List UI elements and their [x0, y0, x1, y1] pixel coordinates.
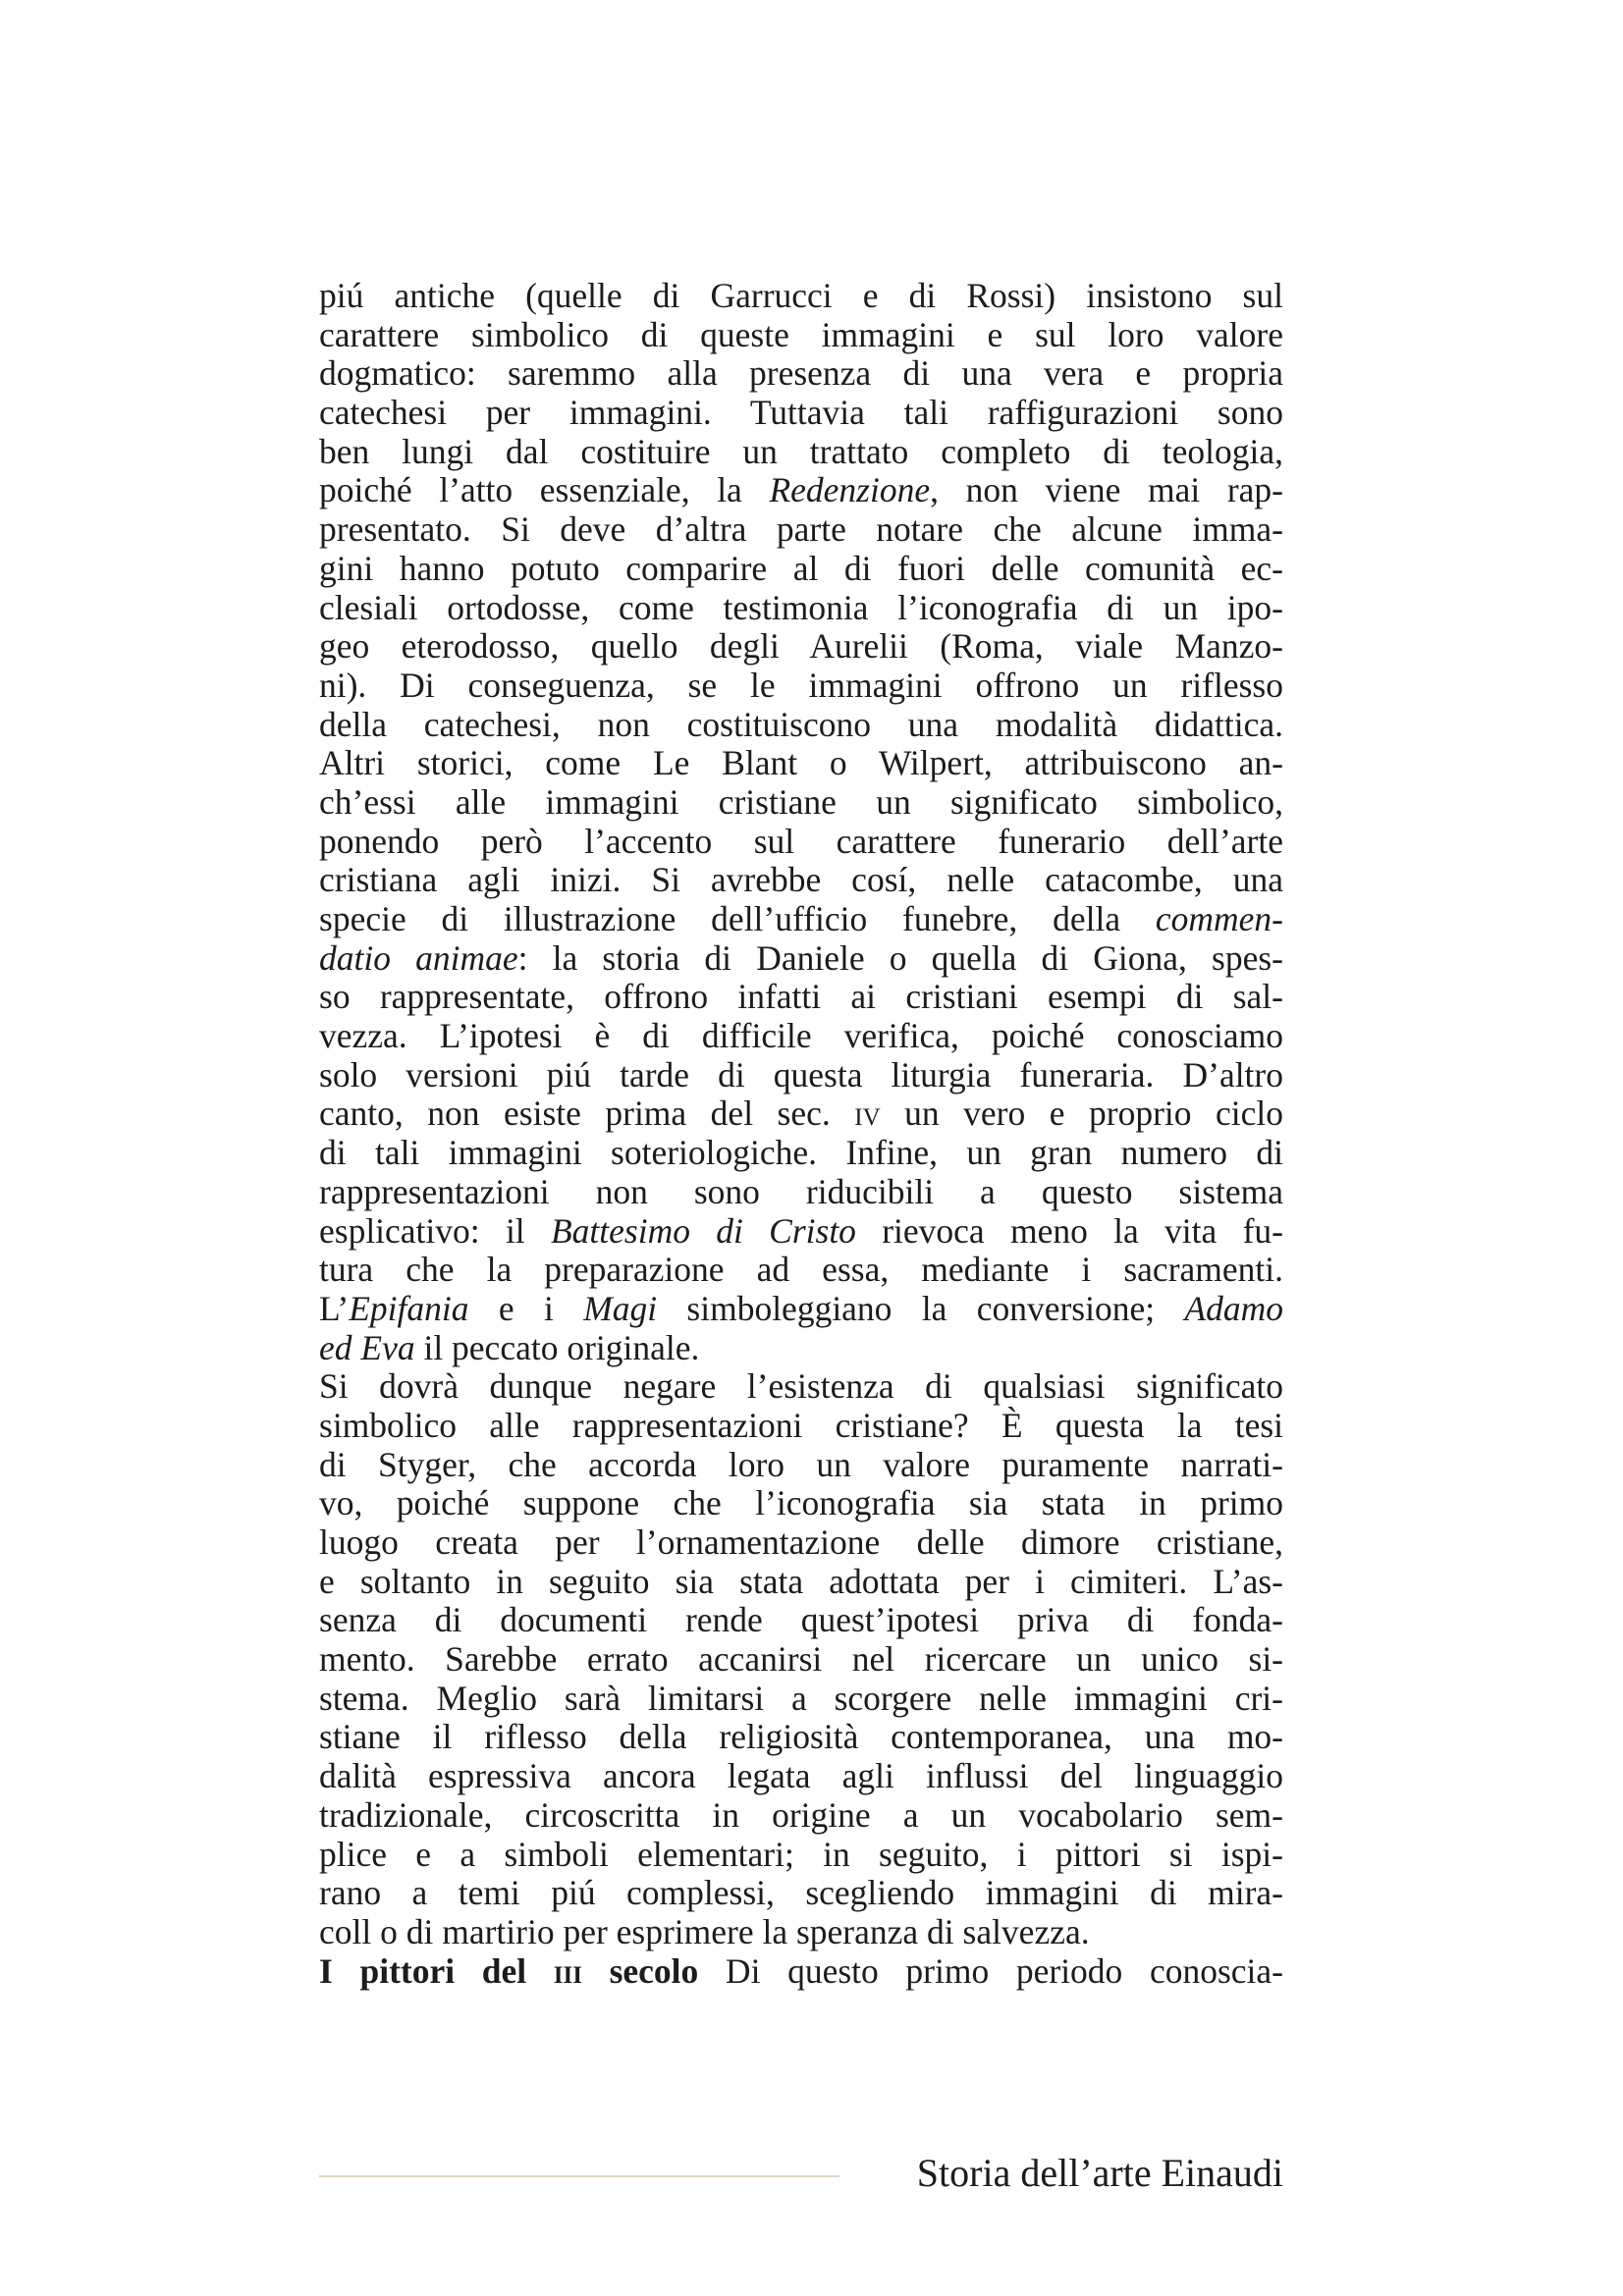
text-line [319, 1757, 1283, 1796]
text-line [319, 939, 1283, 979]
italic-term: datio animae [319, 937, 518, 978]
text-line [319, 1056, 1283, 1095]
text-line [319, 1017, 1283, 1056]
text-run: ni). Di conseguenza, se le immagini offrono un riflesso [319, 665, 1283, 705]
text-run: Altri storici, come Le Blant o Wilpert, attribuiscono an- [319, 743, 1283, 783]
text-line [319, 861, 1283, 900]
text-run: coll o di martirio per esprimere la speranza di salvezza. [319, 1911, 1090, 1951]
section-heading: I pittori del [319, 1950, 554, 1991]
text-run: rievoca meno la vita fu- [855, 1210, 1283, 1251]
text-line [319, 589, 1283, 628]
text-run: clesiali ortodosse, come testimonia l’iconografia di un ipo- [319, 587, 1283, 627]
text-line [319, 1796, 1283, 1836]
text-line [319, 433, 1283, 472]
text-line [319, 1601, 1283, 1640]
footer-rule [319, 2175, 839, 2177]
italic-term: Redenzione [769, 470, 931, 510]
text-line [319, 354, 1283, 394]
text-run: , non viene mai rap- [930, 470, 1283, 510]
text-run: plice e a simboli elementari; in seguito, i pittori si ispi- [319, 1834, 1283, 1874]
roman-numeral: iv [854, 1094, 881, 1134]
text-line [319, 706, 1283, 745]
text-line [319, 1913, 1283, 1952]
text-run: ben lungi dal costituire un trattato completo di teologia, [319, 431, 1283, 471]
text-run: Di questo primo periodo conoscia- [698, 1950, 1283, 1991]
italic-term: Epifania [349, 1288, 469, 1328]
text-run: tura che la preparazione ad essa, mediante i sacramenti. [319, 1250, 1283, 1290]
text-run: dogmatico: saremmo alla presenza di una vera e propria [319, 353, 1283, 394]
text-line [319, 1251, 1283, 1290]
text-run: gini hanno potuto comparire al di fuori delle comunità ec- [319, 548, 1283, 588]
text-run: cristiana agli inizi. Si avrebbe cosí, nelle catacombe, una [319, 860, 1283, 900]
text-line [319, 1484, 1283, 1523]
text-line [319, 1952, 1283, 1992]
text-run: mento. Sarebbe errato accanirsi nel ricercare un unico si- [319, 1639, 1283, 1680]
text-line [319, 1329, 1283, 1368]
text-run: rano a temi piú complessi, scegliendo immagini di mira- [319, 1873, 1283, 1913]
text-line [319, 1563, 1283, 1602]
text-line [319, 1718, 1283, 1757]
text-run: presentato. Si deve d’altra parte notare che alcune imma- [319, 509, 1283, 550]
text-line [319, 978, 1283, 1017]
text-run: carattere simbolico di queste immagini e sul loro valore [319, 314, 1283, 354]
text-run: so rappresentate, offrono infatti ai cristiani esempi di sal- [319, 977, 1283, 1017]
text-line [319, 667, 1283, 706]
text-line [319, 1640, 1283, 1680]
text-line [319, 1173, 1283, 1212]
text-line [319, 1523, 1283, 1563]
italic-term: commen- [1155, 899, 1283, 938]
text-line [319, 823, 1283, 862]
text-line [319, 1290, 1283, 1329]
text-run: senza di documenti rende quest’ipotesi priva di fonda- [319, 1600, 1283, 1640]
text-run: di tali immagini soteriologiche. Infine, un gran numero di [319, 1133, 1283, 1173]
text-line [319, 783, 1283, 823]
text-run: di Styger, che accorda loro un valore puramente narrati- [319, 1444, 1283, 1484]
section-heading: secolo [581, 1950, 699, 1991]
text-run: solo versioni piú tarde di questa liturgia funeraria. D’altro [319, 1054, 1283, 1095]
italic-term: Battesimo di Cristo [550, 1210, 856, 1251]
text-line [319, 744, 1283, 783]
text-run: un vero e proprio ciclo [880, 1094, 1283, 1134]
text-run: specie di illustrazione dell’ufficio funebre, della [319, 899, 1156, 938]
section-heading-numeral: iii [553, 1950, 582, 1991]
text-line [319, 1095, 1283, 1134]
text-run: esplicativo: il [319, 1210, 551, 1251]
text-line [319, 510, 1283, 550]
text-run: vezza. L’ipotesi è di difficile verifica, poiché conosciamo [319, 1016, 1283, 1056]
text-line [319, 627, 1283, 667]
italic-term: Magi [583, 1288, 658, 1328]
text-line [319, 900, 1283, 939]
text-run: vo, poiché suppone che l’iconografia sia stata in primo [319, 1483, 1283, 1523]
text-run: : la storia di Daniele o quella di Giona, spes- [517, 937, 1284, 978]
text-run: piú antiche (quelle di Garrucci e di Rossi) insistono sul [319, 276, 1283, 315]
text-run: dalità espressiva ancora legata agli influssi del linguaggio [319, 1756, 1283, 1796]
text-line [319, 1874, 1283, 1913]
text-line [319, 316, 1283, 355]
text-run: geo eterodosso, quello degli Aurelii (Roma, viale Manzo- [319, 626, 1283, 667]
text-run: simbolico alle rappresentazioni cristiane? È questa la tesi [319, 1405, 1283, 1445]
text-run: stiane il riflesso della religiosità contemporanea, una mo- [319, 1717, 1283, 1757]
text-run: della catechesi, non costituiscono una modalità didattica. [319, 704, 1283, 744]
text-run: catechesi per immagini. Tuttavia tali raffigurazioni sono [319, 393, 1283, 433]
text-line [319, 471, 1283, 510]
text-run: luogo creata per l’ornamentazione delle dimore cristiane, [319, 1522, 1283, 1562]
footer-label: Storia dell’arte Einaudi [916, 2151, 1283, 2195]
text-run: simboleggiano la conversione; [657, 1288, 1185, 1328]
text-run: e soltanto in seguito sia stata adottata per i cimiteri. L’as- [319, 1561, 1283, 1601]
text-run: ch’essi alle immagini cristiane un significato simbolico, [319, 781, 1283, 822]
text-run: e i [468, 1288, 584, 1328]
italic-term: ed Eva [319, 1327, 415, 1367]
text-run: poiché l’atto essenziale, la [319, 470, 770, 510]
text-run: ponendo però l’accento sul carattere funerario dell’arte [319, 821, 1283, 861]
text-run: canto, non esiste prima del sec. [319, 1094, 855, 1134]
text-line [319, 1367, 1283, 1407]
text-line [319, 277, 1283, 316]
text-line [319, 1680, 1283, 1719]
body-text [319, 277, 1283, 1991]
text-run: tradizionale, circoscritta in origine a un vocabolario sem- [319, 1794, 1283, 1835]
text-line [319, 1836, 1283, 1875]
italic-term: Adamo [1184, 1288, 1283, 1328]
text-line [319, 394, 1283, 433]
text-run: il peccato originale. [414, 1327, 700, 1367]
text-line [319, 1446, 1283, 1485]
text-line [319, 550, 1283, 589]
text-run: Si dovrà dunque negare l’esistenza di qualsiasi significato [319, 1366, 1283, 1407]
text-run: stema. Meglio sarà limitarsi a scorgere nelle immagini cri- [319, 1678, 1283, 1718]
text-line [319, 1212, 1283, 1252]
text-line [319, 1407, 1283, 1446]
text-run: rappresentazioni non sono riducibili a questo sistema [319, 1171, 1283, 1211]
text-run: L’ [319, 1288, 350, 1328]
text-line [319, 1134, 1283, 1173]
